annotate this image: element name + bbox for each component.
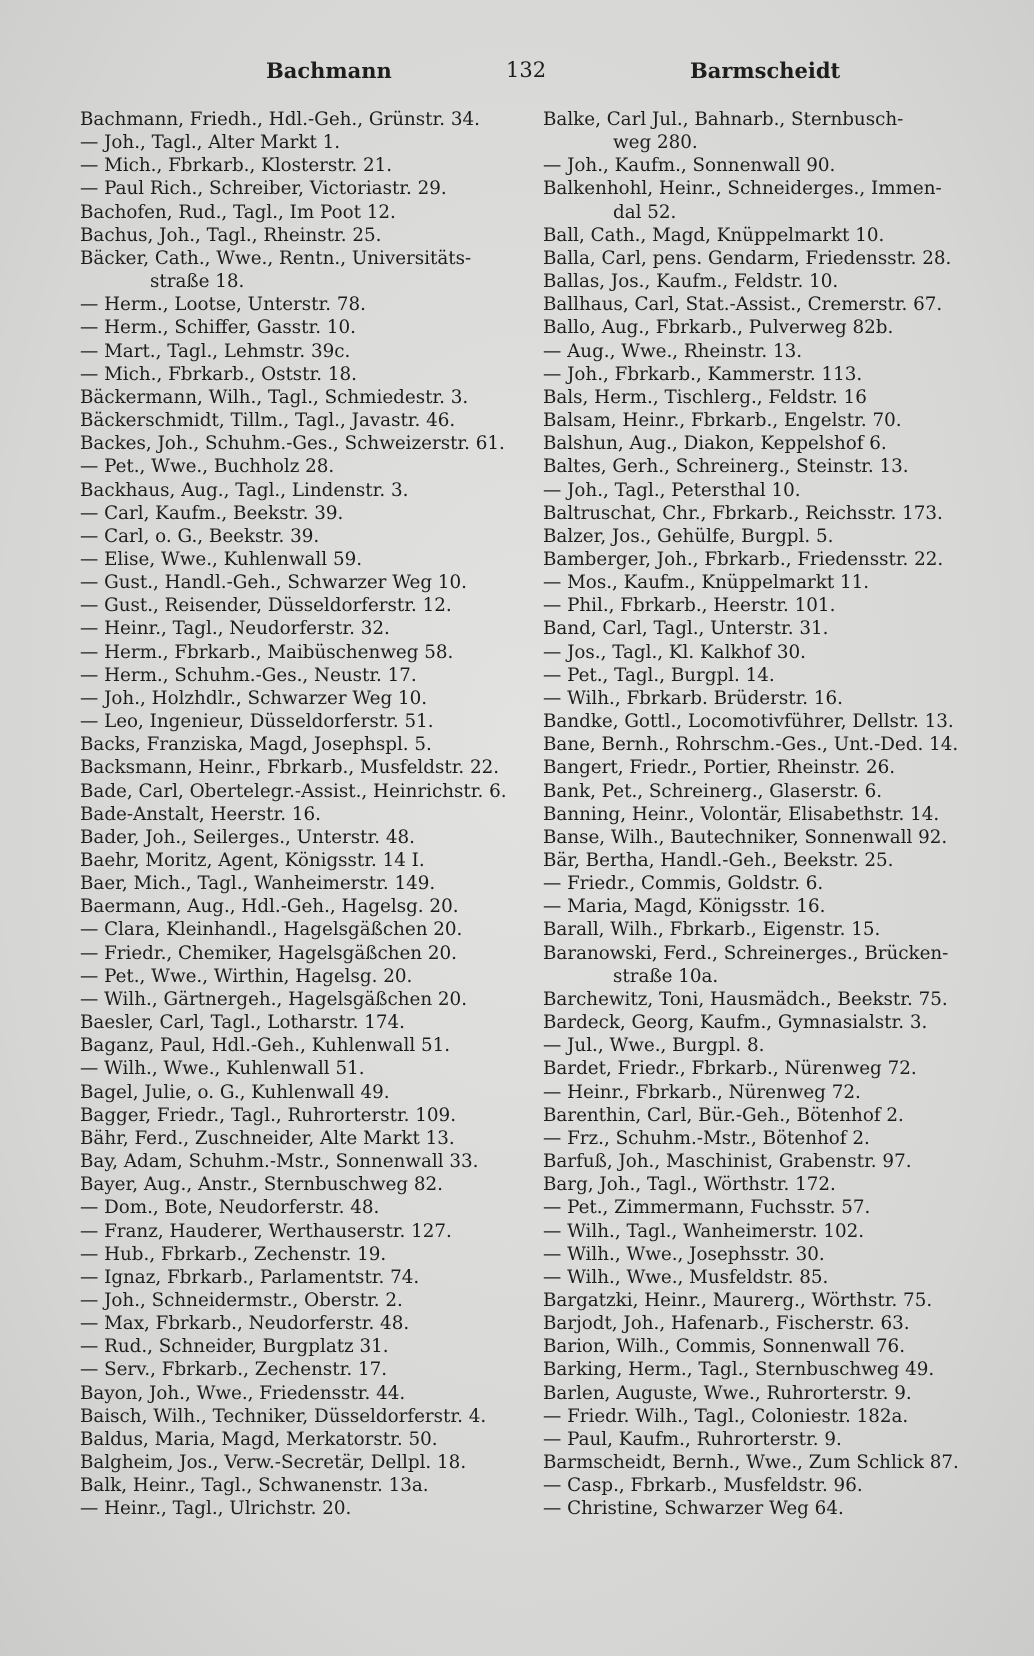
directory-entry: Bäcker, Cath., Wwe., Rentn., Universitäts-	[80, 247, 472, 269]
directory-entry: Baehr, Moritz, Agent, Königsstr. 14 I.	[80, 850, 425, 871]
directory-entry: — Mart., Tagl., Lehmstr. 39c.	[80, 340, 351, 362]
directory-entry: Balk, Heinr., Tagl., Schwanenstr. 13a.	[80, 1475, 429, 1497]
directory-entry: Bade, Carl, Obertelegr.-Assist., Heinrichstr. 6.	[80, 780, 507, 802]
directory-entry: Balla, Carl, pens. Gendarm, Friedensstr. 28.	[543, 247, 952, 269]
directory-entry: Ballo, Aug., Fbrkarb., Pulverweg 82b.	[543, 317, 894, 339]
directory-entry: — Gust., Handl.-Geh., Schwarzer Weg 10.	[80, 572, 467, 594]
directory-entry: Balke, Carl Jul., Bahnarb., Sternbusch-	[543, 109, 904, 130]
directory-entry: — Friedr., Commis, Goldstr. 6.	[543, 873, 824, 895]
directory-entry: Bayon, Joh., Wwe., Friedensstr. 44.	[80, 1382, 406, 1404]
directory-entry: — Leo, Ingenieur, Düsseldorferstr. 51.	[80, 711, 434, 733]
directory-entry: — Frz., Schuhm.-Mstr., Bötenhof 2.	[543, 1127, 870, 1149]
directory-entry: — Wilh., Wwe., Musfeldstr. 85.	[543, 1266, 829, 1288]
page-header	[80, 58, 980, 92]
directory-entry: — Gust., Reisender, Düsseldorferstr. 12.	[80, 595, 452, 617]
directory-entry: Baesler, Carl, Tagl., Lotharstr. 174.	[80, 1012, 405, 1034]
directory-entry: — Casp., Fbrkarb., Musfeldstr. 96.	[543, 1475, 863, 1497]
directory-entry: Bank, Pet., Schreinerg., Glaserstr. 6.	[543, 780, 883, 802]
directory-entry: Bandke, Gottl., Locomotivführer, Dellstr. 13.	[543, 711, 954, 733]
directory-entry: Baltruschat, Chr., Fbrkarb., Reichsstr. 173.	[543, 502, 943, 524]
directory-entry: Balkenhohl, Heinr., Schneiderges., Immen-	[543, 178, 942, 200]
directory-entry: — Ignaz, Fbrkarb., Parlamentstr. 74.	[80, 1266, 420, 1288]
directory-entry: — Max, Fbrkarb., Neudorferstr. 48.	[80, 1313, 410, 1335]
header-left-keyword: Bachmann	[266, 58, 392, 83]
directory-entry: Bardeck, Georg, Kaufm., Gymnasialstr. 3.	[543, 1012, 928, 1034]
directory-entry: Ballhaus, Carl, Stat.-Assist., Cremerstr. 67.	[543, 294, 943, 316]
directory-entry: — Dom., Bote, Neudorferstr. 48.	[80, 1197, 380, 1219]
directory-entry: — Mos., Kaufm., Knüppelmarkt 11.	[543, 572, 870, 594]
directory-entry: Bader, Joh., Seilerges., Unterstr. 48.	[80, 826, 415, 848]
directory-entry: Bay, Adam, Schuhm.-Mstr., Sonnenwall 33.	[80, 1151, 479, 1173]
directory-entry: — Jos., Tagl., Kl. Kalkhof 30.	[543, 641, 806, 663]
directory-entry: Ballas, Jos., Kaufm., Feldstr. 10.	[543, 271, 839, 293]
directory-entry: Ball, Cath., Magd, Knüppelmarkt 10.	[543, 224, 885, 246]
directory-entry: Bamberger, Joh., Fbrkarb., Friedensstr. 22.	[543, 548, 944, 570]
directory-entry: — Mich., Fbrkarb., Klosterstr. 21.	[80, 155, 393, 177]
directory-entry: — Phil., Fbrkarb., Heerstr. 101.	[543, 595, 836, 617]
header-right-keyword: Barmscheidt	[690, 58, 841, 83]
directory-entry: — Friedr., Chemiker, Hagelsgäßchen 20.	[80, 942, 457, 964]
directory-entry: — Heinr., Tagl., Neudorferstr. 32.	[80, 618, 390, 640]
directory-entry: Baer, Mich., Tagl., Wanheimerstr. 149.	[80, 873, 436, 895]
directory-entry: — Wilh., Wwe., Kuhlenwall 51.	[80, 1058, 365, 1080]
directory-entry: Bals, Herm., Tischlerg., Feldstr. 16	[543, 386, 867, 408]
directory-entry: — Wilh., Tagl., Wanheimerstr. 102.	[543, 1220, 865, 1242]
directory-entry: weg 280.	[613, 132, 698, 154]
directory-entry: — Herm., Lootse, Unterstr. 78.	[80, 294, 366, 316]
directory-entry: Bagel, Julie, o. G., Kuhlenwall 49.	[80, 1081, 390, 1103]
directory-entry: — Wilh., Wwe., Josephsstr. 30.	[543, 1243, 825, 1265]
directory-entry: — Mich., Fbrkarb., Oststr. 18.	[80, 363, 357, 385]
directory-entry: — Carl, Kaufm., Beekstr. 39.	[80, 502, 344, 524]
directory-entry: — Paul Rich., Schreiber, Victoriastr. 29.	[80, 178, 447, 200]
directory-entry: — Aug., Wwe., Rheinstr. 13.	[543, 340, 803, 362]
directory-entry: — Clara, Kleinhandl., Hagelsgäßchen 20.	[80, 919, 463, 941]
directory-entry: — Herm., Schuhm.-Ges., Neustr. 17.	[80, 664, 417, 686]
directory-entry: Bäckermann, Wilh., Tagl., Schmiedestr. 3.	[80, 386, 469, 408]
directory-entry: — Joh., Kaufm., Sonnenwall 90.	[543, 155, 836, 177]
directory-entry: — Maria, Magd, Königsstr. 16.	[543, 896, 826, 918]
directory-entry: Baermann, Aug., Hdl.-Geh., Hagelsg. 20.	[80, 896, 459, 918]
directory-entry: Baisch, Wilh., Techniker, Düsseldorferstr. 4.	[80, 1405, 487, 1427]
directory-entry: Baltes, Gerh., Schreinerg., Steinstr. 13.	[543, 456, 909, 478]
directory-entry: — Heinr., Fbrkarb., Nürenweg 72.	[543, 1081, 861, 1103]
directory-entry: Baldus, Maria, Magd, Merkatorstr. 50.	[80, 1428, 438, 1450]
directory-entry: — Franz, Hauderer, Werthauserstr. 127.	[80, 1220, 452, 1242]
directory-entry: Barmscheidt, Bernh., Wwe., Zum Schlick 87.	[543, 1452, 959, 1474]
directory-entry: — Jul., Wwe., Burgpl. 8.	[543, 1035, 765, 1057]
directory-entry: Bähr, Ferd., Zuschneider, Alte Markt 13.	[80, 1127, 455, 1149]
directory-entry: — Carl, o. G., Beekstr. 39.	[80, 525, 320, 547]
directory-entry: — Pet., Zimmermann, Fuchsstr. 57.	[543, 1197, 871, 1219]
directory-entry: Bachus, Joh., Tagl., Rheinstr. 25.	[80, 224, 382, 246]
page-number: 132	[506, 58, 547, 82]
directory-entry: — Rud., Schneider, Burgplatz 31.	[80, 1336, 389, 1358]
directory-entry: Backes, Joh., Schuhm.-Ges., Schweizerstr. 61.	[80, 433, 505, 455]
directory-entry: straße 18.	[150, 271, 245, 293]
directory-entry: — Wilh., Fbrkarb. Brüderstr. 16.	[543, 687, 843, 709]
directory-entry: — Joh., Tagl., Alter Markt 1.	[80, 132, 341, 154]
directory-entry: Barg, Joh., Tagl., Wörthstr. 172.	[543, 1174, 836, 1196]
right-column	[543, 108, 983, 1521]
directory-entry: — Pet., Wwe., Wirthin, Hagelsg. 20.	[80, 965, 413, 987]
directory-entry: Bachofen, Rud., Tagl., Im Poot 12.	[80, 201, 396, 223]
directory-entry: Barchewitz, Toni, Hausmädch., Beekstr. 75.	[543, 988, 948, 1010]
directory-entry: — Serv., Fbrkarb., Zechenstr. 17.	[80, 1359, 388, 1381]
directory-entry: Balzer, Jos., Gehülfe, Burgpl. 5.	[543, 525, 834, 547]
directory-entry: Banse, Wilh., Bautechniker, Sonnenwall 92.	[543, 826, 948, 848]
directory-entry: Bade-Anstalt, Heerstr. 16.	[80, 803, 321, 825]
directory-entry: Barenthin, Carl, Bür.-Geh., Bötenhof 2.	[543, 1104, 904, 1126]
directory-entry: — Elise, Wwe., Kuhlenwall 59.	[80, 548, 363, 570]
directory-entry: — Joh., Schneidermstr., Oberstr. 2.	[80, 1289, 403, 1311]
directory-entry: — Friedr. Wilh., Tagl., Coloniestr. 182a.	[543, 1405, 909, 1427]
left-column	[80, 108, 510, 1521]
directory-entry: dal 52.	[613, 201, 677, 223]
directory-entry: — Pet., Tagl., Burgpl. 14.	[543, 664, 775, 686]
directory-entry: Barall, Wilh., Fbrkarb., Eigenstr. 15.	[543, 919, 881, 941]
directory-entry: — Joh., Fbrkarb., Kammerstr. 113.	[543, 363, 863, 385]
directory-entry: — Joh., Tagl., Petersthal 10.	[543, 479, 801, 501]
directory-entry: Bane, Bernh., Rohrschm.-Ges., Unt.-Ded. 14.	[543, 734, 959, 756]
directory-entry: Banning, Heinr., Volontär, Elisabethstr. 14.	[543, 803, 940, 825]
directory-entry: Bayer, Aug., Anstr., Sternbuschweg 82.	[80, 1174, 443, 1196]
directory-entry: Bangert, Friedr., Portier, Rheinstr. 26.	[543, 757, 896, 779]
directory-entry: Barion, Wilh., Commis, Sonnenwall 76.	[543, 1336, 906, 1358]
directory-entry: Bargatzki, Heinr., Maurerg., Wörthstr. 75.	[543, 1289, 933, 1311]
directory-entry: Bäckerschmidt, Tillm., Tagl., Javastr. 46.	[80, 410, 456, 432]
directory-entry: Bagger, Friedr., Tagl., Ruhrorterstr. 109.	[80, 1104, 457, 1126]
directory-entry: Balsam, Heinr., Fbrkarb., Engelstr. 70.	[543, 410, 902, 432]
directory-entry: — Hub., Fbrkarb., Zechenstr. 19.	[80, 1243, 387, 1265]
directory-entry: — Herm., Schiffer, Gasstr. 10.	[80, 317, 356, 339]
directory-entry: Baganz, Paul, Hdl.-Geh., Kuhlenwall 51.	[80, 1035, 451, 1057]
directory-entry: Backsmann, Heinr., Fbrkarb., Musfeldstr. 22.	[80, 757, 500, 779]
directory-entry: Barfuß, Joh., Maschinist, Grabenstr. 97.	[543, 1151, 912, 1173]
directory-entry: — Pet., Wwe., Buchholz 28.	[80, 456, 335, 478]
directory-entry: — Paul, Kaufm., Ruhrorterstr. 9.	[543, 1428, 842, 1450]
directory-entry: Baranowski, Ferd., Schreinerges., Brücken-	[543, 942, 949, 964]
directory-entry: Barlen, Auguste, Wwe., Ruhrorterstr. 9.	[543, 1382, 912, 1404]
directory-entry: Bardet, Friedr., Fbrkarb., Nürenweg 72.	[543, 1058, 917, 1080]
directory-entry: Barking, Herm., Tagl., Sternbuschweg 49.	[543, 1359, 935, 1381]
directory-entry: — Christine, Schwarzer Weg 64.	[543, 1498, 844, 1520]
directory-entry: — Heinr., Tagl., Ulrichstr. 20.	[80, 1498, 352, 1520]
directory-entry: Balshun, Aug., Diakon, Keppelshof 6.	[543, 433, 887, 455]
directory-entry: Backhaus, Aug., Tagl., Lindenstr. 3.	[80, 479, 409, 501]
directory-entry: Bachmann, Friedh., Hdl.-Geh., Grünstr. 34.	[80, 109, 480, 130]
directory-entry: Backs, Franziska, Magd, Josephspl. 5.	[80, 734, 432, 756]
directory-entry: Balgheim, Jos., Verw.-Secretär, Dellpl. 18.	[80, 1452, 467, 1474]
directory-entry: straße 10a.	[613, 965, 719, 987]
directory-entry: Band, Carl, Tagl., Unterstr. 31.	[543, 618, 829, 640]
directory-entry: Bär, Bertha, Handl.-Geh., Beekstr. 25.	[543, 850, 894, 871]
directory-entry: — Joh., Holzhdlr., Schwarzer Weg 10.	[80, 687, 428, 709]
directory-entry: — Herm., Fbrkarb., Maibüschenweg 58.	[80, 641, 454, 663]
directory-entry: Barjodt, Joh., Hafenarb., Fischerstr. 63.	[543, 1313, 910, 1335]
directory-entry: — Wilh., Gärtnergeh., Hagelsgäßchen 20.	[80, 988, 468, 1010]
